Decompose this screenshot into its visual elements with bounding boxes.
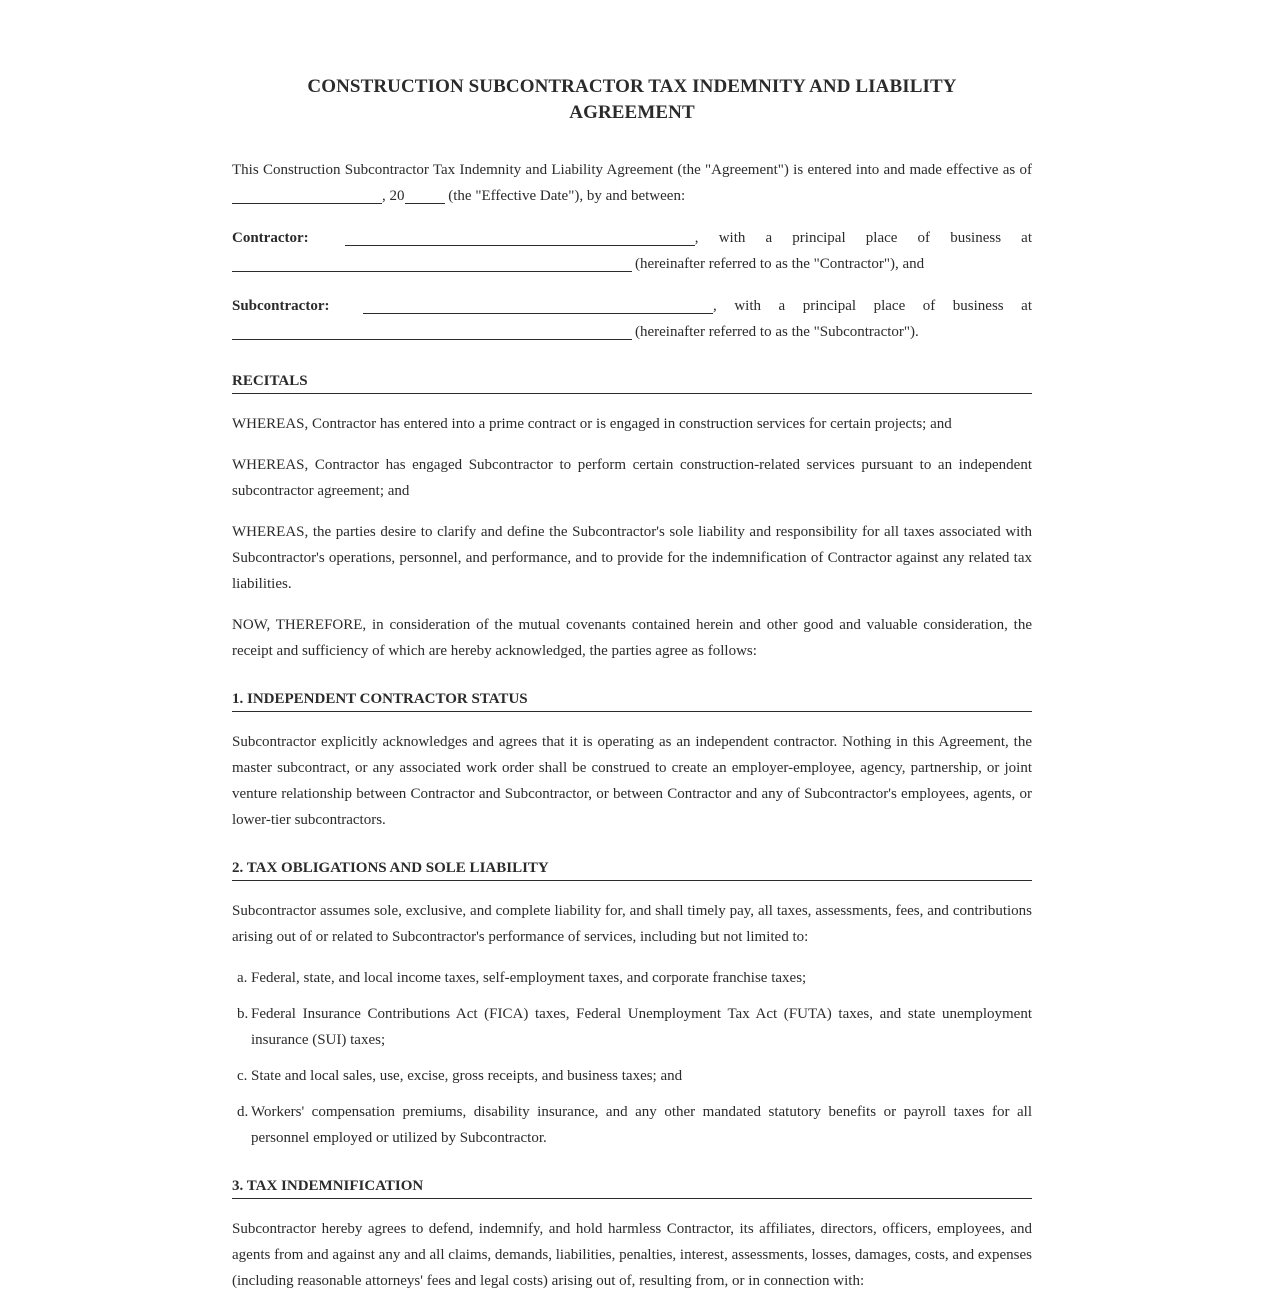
intro-suffix: (the "Effective Date"), by and between:	[444, 188, 686, 204]
intro-year-prefix: , 20	[382, 188, 405, 204]
list-item	[232, 965, 1032, 991]
list-marker: d.	[237, 1104, 249, 1120]
contractor-party	[232, 225, 1032, 277]
subcontractor-middle-text: , with a principal place of business at	[713, 298, 1033, 314]
whereas-1: WHEREAS, Contractor has entered into a prime contract or is engaged in construction services for certain projects; and	[232, 416, 952, 432]
list-marker: a.	[237, 970, 248, 986]
list-item-text: Federal Insurance Contributions Act (FICA) taxes, Federal Unemployment Tax Act (FUTA) taxes, and state unemployment insurance (SUI) taxes;	[251, 1006, 1032, 1048]
section-3-body: Subcontractor hereby agrees to defend, indemnify, and hold harmless Contractor, its affiliates, directors, officers, employees, and agents from and against any and all claims, demands, liabilities, penalties, interest, assessments, losses, damages, costs, and expenses (including reasonable attorneys' fees and legal costs) arising out of, resulting from, or in connection with:	[232, 1221, 1032, 1289]
document-page	[232, 74, 1032, 1294]
intro-text: This Construction Subcontractor Tax Indemnity and Liability Agreement (the "Agreement") is entered into and made effective as of	[232, 162, 1032, 178]
list-marker: c.	[237, 1068, 248, 1084]
section-1-heading: 1. INDEPENDENT CONTRACTOR STATUS	[232, 688, 1032, 712]
now-therefore: NOW, THEREFORE, in consideration of the mutual covenants contained herein and other good and valuable consideration, the receipt and sufficiency of which are hereby acknowledged, the parties agree as follows:	[232, 617, 1032, 659]
list-item-text: State and local sales, use, excise, gross receipts, and business taxes; and	[251, 1068, 683, 1084]
section-3-heading: 3. TAX INDEMNIFICATION	[232, 1175, 1032, 1199]
tax-obligations-list	[232, 965, 1032, 1151]
recitals-heading: RECITALS	[232, 370, 1032, 394]
subcontractor-suffix-text: (hereinafter referred to as the "Subcontractor").	[635, 324, 919, 340]
section-2-body: Subcontractor assumes sole, exclusive, and complete liability for, and shall timely pay, all taxes, assessments, fees, and contributions arising out of or related to Subcontractor's performance of services, including but not limited to:	[232, 903, 1032, 945]
subcontractor-party	[232, 293, 1032, 345]
list-item-text: Workers' compensation premiums, disability insurance, and any other mandated statutory benefits or payroll taxes for all personnel employed or utilized by Subcontractor.	[251, 1104, 1032, 1146]
title-line-1: CONSTRUCTION SUBCONTRACTOR TAX INDEMNITY AND LIABILITY	[307, 76, 957, 97]
subcontractor-label: Subcontractor:	[232, 298, 330, 314]
subcontractor-address-blank[interactable]	[232, 321, 632, 340]
contractor-address-blank[interactable]	[232, 253, 632, 272]
intro-paragraph	[232, 157, 1032, 209]
subcontractor-name-blank[interactable]	[363, 295, 713, 314]
contractor-suffix-text: (hereinafter referred to as the "Contractor"), and	[635, 256, 925, 272]
effective-date-blank[interactable]	[232, 185, 382, 204]
section-2-heading: 2. TAX OBLIGATIONS AND SOLE LIABILITY	[232, 857, 1032, 881]
list-item	[232, 1001, 1032, 1053]
list-marker: b.	[237, 1006, 249, 1022]
contractor-name-blank[interactable]	[345, 227, 695, 246]
section-1-body: Subcontractor explicitly acknowledges and agrees that it is operating as an independent contractor. Nothing in this Agreement, the master subcontract, or any associated work order shall be construed to create an employer-employee, agency, partnership, or joint venture relationship between Contractor and Subcontractor, or between Contractor and any of Subcontractor's employees, agents, or lower-tier subcontractors.	[232, 734, 1032, 828]
list-item-text: Federal, state, and local income taxes, self-employment taxes, and corporate franchise taxes;	[251, 970, 807, 986]
document-title	[232, 74, 1032, 126]
title-line-2: AGREEMENT	[569, 102, 695, 123]
list-item	[232, 1063, 1032, 1089]
whereas-2: WHEREAS, Contractor has engaged Subcontractor to perform certain construction-related services pursuant to an independent subcontractor agreement; and	[232, 457, 1032, 499]
contractor-middle-text: , with a principal place of business at	[694, 230, 1033, 246]
whereas-3: WHEREAS, the parties desire to clarify and define the Subcontractor's sole liability and responsibility for all taxes associated with Subcontractor's operations, personnel, and performance, and to provide for the indemnification of Contractor against any related tax liabilities.	[232, 524, 1032, 592]
list-item	[232, 1099, 1032, 1151]
contractor-label: Contractor:	[232, 230, 309, 246]
effective-year-blank[interactable]	[405, 185, 445, 204]
